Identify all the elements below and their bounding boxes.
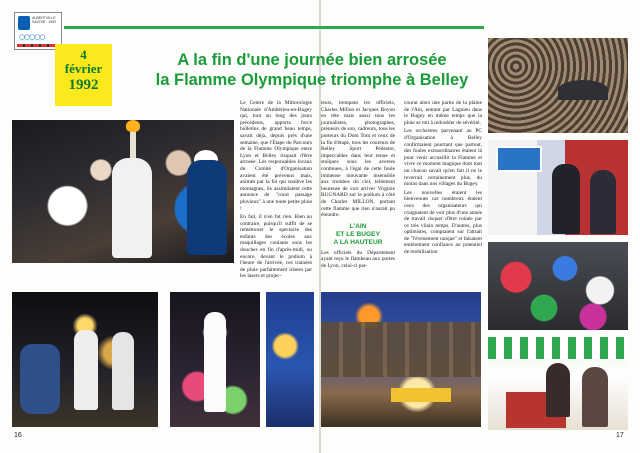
flame-icon	[126, 120, 140, 132]
article-column-2	[321, 100, 395, 271]
official-figure	[590, 170, 616, 234]
photo-marching-band	[488, 38, 628, 133]
sponsor-sign	[391, 388, 451, 402]
page-number-right: 17	[616, 432, 624, 439]
speaker-figure	[546, 363, 570, 417]
umbrella-icon	[558, 80, 608, 100]
page-number-left: 16	[14, 432, 22, 439]
subheading-line-1: L'AIN	[349, 222, 367, 230]
headline	[142, 50, 482, 90]
logo-text: ALBERTVILLE · SAVOIE · 1992	[32, 16, 58, 24]
runner-figure	[112, 158, 152, 258]
date-badge	[55, 44, 112, 106]
date-month: février	[64, 61, 103, 76]
photo-lit-street	[266, 292, 314, 427]
torch-icon	[130, 128, 136, 158]
article-column-1	[240, 100, 312, 282]
paragraph: Les officiels du Département ayant reçu le flambeau aux portes de Lyon, celui-ci par-	[321, 249, 395, 269]
paragraph: Les nouvelles étaient les bienvenues car nombreux étaient ceux des organisateurs qui craignaient de voir plus d'une année de travail risquer d'être ruinée par ce très vilain temps. D'autres, plus optimistes, comptaient sur l'attrait de "l'événement unique" et faisaient entièrement confiance au potentiel de mobilisation	[404, 189, 482, 256]
paragraph: courut alors une partie de la plaine de l'Ain, entrant par Lagnieu dans le Bugey en même temps que la pluie se mit à redoubler de sévérité.	[404, 100, 482, 126]
paragraph: teurs, trempant les officiels, Charles Millon et Jacques Boyon en tête mais aussi tous les journalistes, photographes, preneurs de son, cadreurs, tous les porteurs du Dom Tom et ceux de la fin d'étape, tous les coureurs de Belley Sport Pédestre, impeccables dans leur tenue et stoïques sous les averses continues, à l'égal de cette foule immense mouvante insensible aux trombes du ciel, tellement heureuse de voir arriver Virginie BUGNARD sur le podium à côté de Charles MILLON, portant cette flamme que rien n'aurait pu éteindre.	[321, 100, 395, 219]
subheading-line-2: ET LE BUGEY	[336, 230, 380, 238]
date-year: 1992	[68, 77, 99, 93]
photo-night-parade	[170, 292, 260, 427]
flame-logo-icon	[18, 16, 30, 30]
headline-line-2: la Flamme Olympique triomphe à Belley	[155, 71, 469, 89]
photo-town-square	[321, 292, 481, 427]
logo-bar	[17, 44, 57, 47]
paragraph: Le Centre de la Mittorologie Nationale d'Ambérieu-en-Bugey qui, tout au long des jours précédents, apporta force bulletins de grand beau temps, savait déjà, depuis près d'une semaine, que l'Étape du Parcours de la Flamme Olympique entre Lyon et Belley risquait d'être arrosée. Les responsables locaux du Comité d'Organisation avaient été prévenus mais, animés par la foi qui soulève les montagnes, ils assimilaient cette annonce de "court passage pluvieux" à une toute petite pluie !	[240, 100, 312, 212]
motorcycle-figure	[20, 344, 60, 414]
paragraph: Les orchestres parvenant au PC d'Organisation à Belley confirmaient pourtant que partout, des foules extraordinaires étaient là pour venir accueillir la Flamme et vivre ce moment magique dont tout un chacun savait qu'en fait il ne le reverrait certainement plus, du moins dans nos villages du Bugey.	[404, 128, 482, 188]
striped-awning	[488, 337, 628, 359]
photo-torch-bearer-crowd	[12, 120, 234, 263]
photo-podium-officials	[488, 140, 628, 235]
runner-figure	[112, 332, 134, 410]
buildings	[321, 322, 481, 377]
paragraph: En fait, il n'en fut rien. Bien au contraire, puisqu'il suffit de se remémorer le spectacle des enfants des écoles aux maquillages coulants sous les douches en fin d'après-midi, ou encore, devant le podium à l'heure de l'arrivée, ces trainées de pluie parfaitement irisées par les lasers et projec-	[240, 214, 312, 280]
official-figure	[552, 164, 580, 234]
article-column-3	[404, 100, 482, 258]
photo-umbrella-crowd	[488, 242, 628, 330]
belley-banner	[496, 146, 542, 172]
header-rule	[64, 26, 484, 29]
subheading	[321, 223, 395, 247]
runner-figure	[204, 312, 226, 412]
olympic-rings-icon: ○○○○○	[19, 33, 45, 41]
police-figure	[187, 160, 227, 255]
photo-stage-speaker	[488, 337, 628, 430]
runner-figure	[74, 330, 98, 410]
photo-night-runners	[12, 292, 158, 427]
speaker-figure	[582, 367, 608, 427]
headline-line-1: A la fin d'une journée bien arrosée	[177, 51, 447, 69]
subheading-line-3: A LA HAUTEUR	[333, 238, 383, 246]
date-day: 4	[80, 47, 87, 62]
